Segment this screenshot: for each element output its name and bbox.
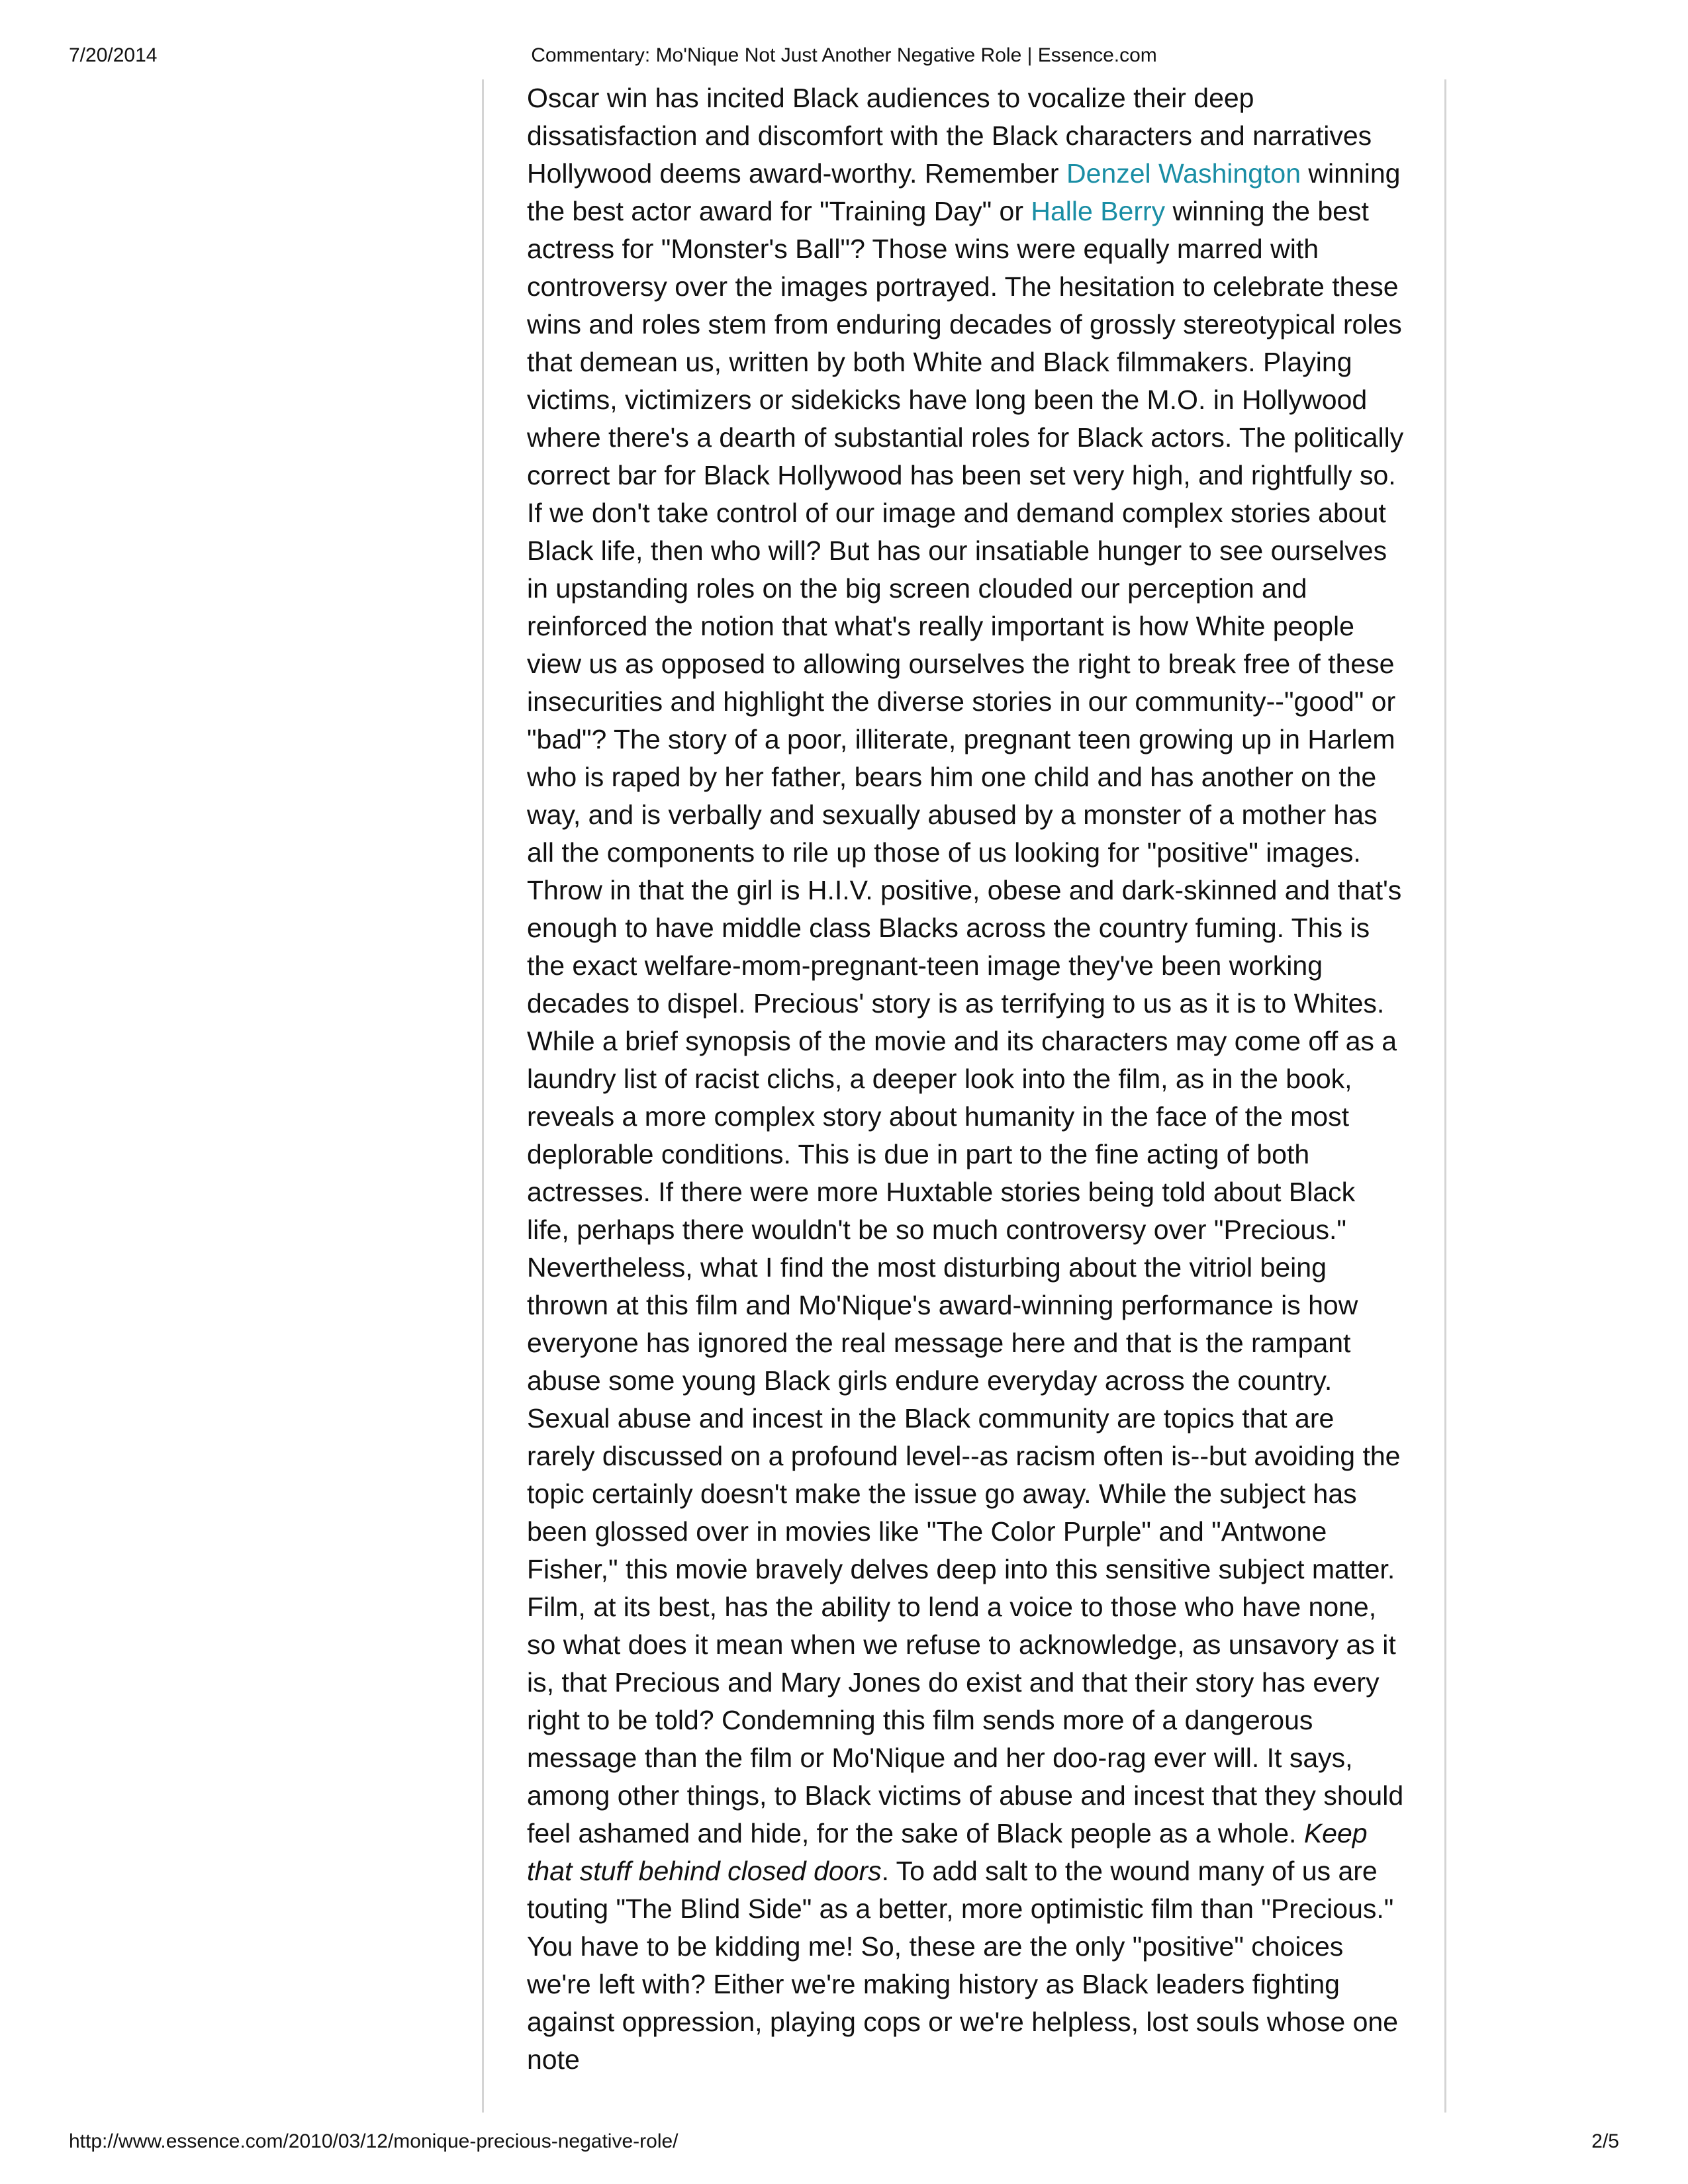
print-footer-page-number: 2/5 [1591,2130,1619,2152]
article-body [527,79,1405,2079]
right-column-divider [1444,79,1446,2113]
article-text-segment-4: . To add salt to the wound many of us are touting "The Blind Side" as a better, more optimistic film than "Precious." You have to be kidding me! So, these are the only "positive" choices we're left with? Either we're making history as Black leaders fighting against oppression, playing cops or we're helpless, lost souls whose one note [527,1856,1399,2075]
link-halle-berry[interactable]: Halle Berry [1031,196,1166,226]
article-text-segment-3: winning the best actress for "Monster's Ball"? Those wins were equally marred with controversy over the images portrayed. The hesitation to celebrate these wins and roles stem from enduring decades of grossly stereotypical roles that demean us, written by both White and Black filmmakers. Playing victims, victimizers or sidekicks have long been the M.O. in Hollywood where there's a dearth of substantial roles for Black actors. The politically correct bar for Black Hollywood has been set very high, and rightfully so. If we don't take control of our image and demand complex stories about Black life, then who will? But has our insatiable hunger to see ourselves in upstanding roles on the big screen clouded our perception and reinforced the notion that what's really important is how White people view us as opposed to allowing ourselves the right to break free of these insecurities and highlight the diverse stories in our community--"good" or "bad"? The story of a poor, illiterate, pregnant teen growing up in Harlem who is raped by her father, bears him one child and has another on the way, and is verbally and sexually abused by a monster of a mother has all the components to rile up those of us looking for "positive" images. Throw in that the girl is H.I.V. positive, obese and dark-skinned and that's enough to have middle class Blacks across the country fuming. This is the exact welfare-mom-pregnant-teen image they've been working decades to dispel. Precious' story is as terrifying to us as it is to Whites. While a brief synopsis of the movie and its characters may come off as a laundry list of racist clichs, a deeper look into the film, as in the book, reveals a more complex story about humanity in the face of the most deplorable conditions. This is due in part to the fine acting of both actresses. If there were more Huxtable stories being told about Black life, perhaps there wouldn't be so much controversy over "Precious." Nevertheless, what I find the most disturbing about the vitriol being thrown at this film and Mo'Nique's award-winning performance is how everyone has ignored the real message here and that is the rampant abuse some young Black girls endure everyday across the country. Sexual abuse and incest in the Black community are topics that are rarely discussed on a profound level--as racism often is--but avoiding the topic certainly doesn't make the issue go away. While the subject has been glossed over in movies like "The Color Purple" and "Antwone Fisher," this movie bravely delves deep into this sensitive subject matter. Film, at its best, has the ability to lend a voice to those who have none, so what does it mean when we refuse to acknowledge, as unsavory as it is, that Precious and Mary Jones do exist and that their story has every right to be told? Condemning this film sends more of a dangerous message than the film or Mo'Nique and her doo-rag ever will. It says, among other things, to Black victims of abuse and incest that they should feel ashamed and hide, for the sake of Black people as a whole. [527,196,1404,1848]
print-header-title: Commentary: Mo'Nique Not Just Another Negative Role | Essence.com [531,44,1157,66]
article-paragraph [527,79,1405,2079]
link-denzel-washington[interactable]: Denzel Washington [1066,158,1301,189]
left-column-divider [482,79,484,2113]
print-header-date: 7/20/2014 [69,44,158,66]
article-text-segment-2: winning the best actor award for "Training Day" or [527,158,1401,226]
italic-phrase: Keep that stuff behind closed doors [527,1818,1368,1886]
article-text-segment-1: Oscar win has incited Black audiences to vocalize their deep dissatisfaction and discomfort with the Black characters and narratives Hollywood deems award-worthy. Remember [527,83,1372,189]
print-footer-url: http://www.essence.com/2010/03/12/monique-precious-negative-role/ [69,2130,679,2152]
